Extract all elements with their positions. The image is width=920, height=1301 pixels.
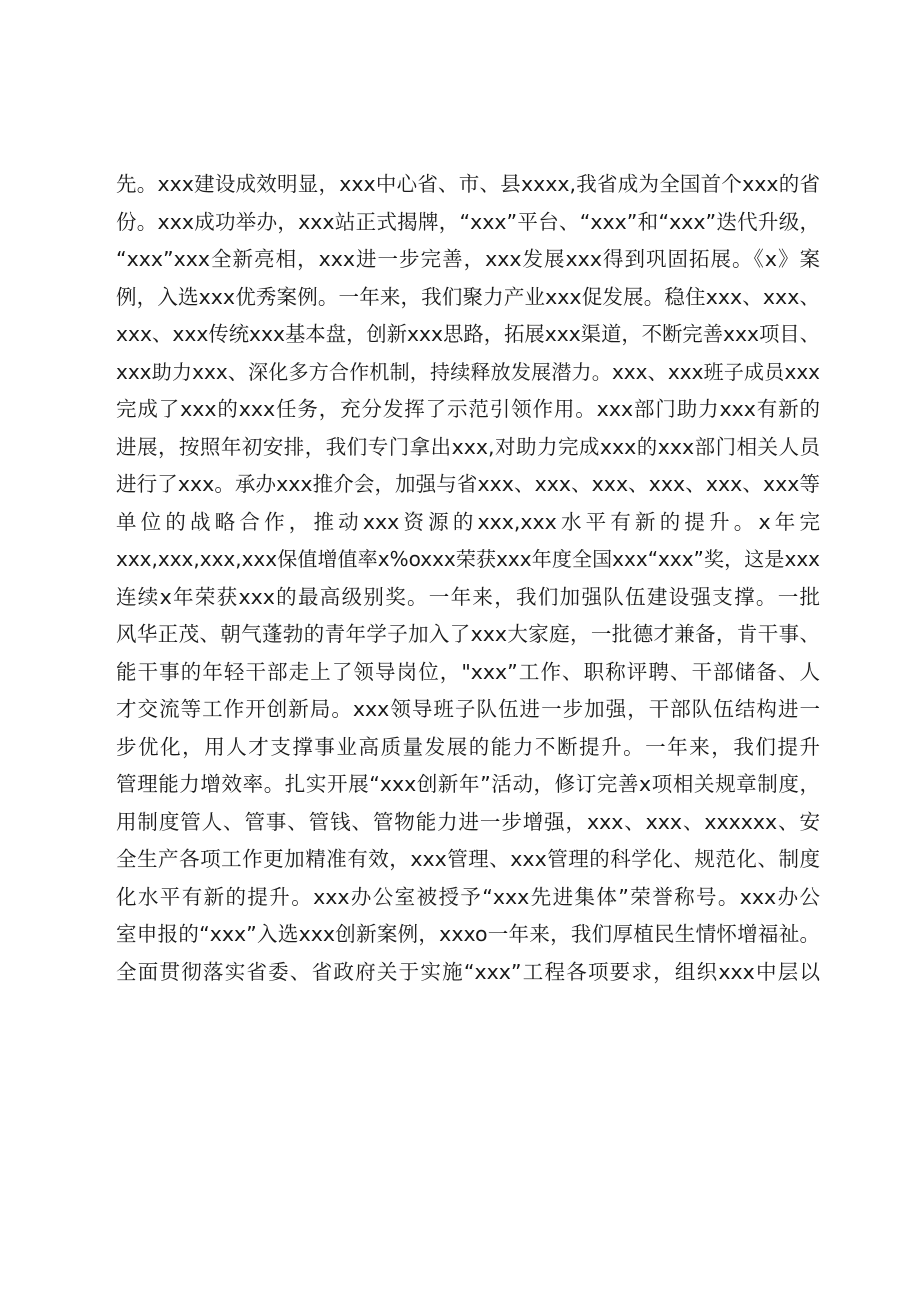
text-line: xxx助力xxx、深化多方合作机制，持续释放发展潜力。xxx、xxx班子成员xxx [116,359,820,384]
text-line: 才交流等工作开创新局。xxx领导班子队伍进一步加强，干部队伍结构进一 [116,697,820,721]
text-line: xxx,xxx,xxx,xxx保值增值率x%oxxx荣获xxx年度全国xxx“xxx”奖，这是xxx [116,547,820,571]
text-line: 进行了xxx。承办xxx推介会，加强与省xxx、xxx、xxx、xxx、xxx、xxx等 [116,472,820,496]
text-line: 化水平有新的提升。xxx办公室被授予“xxx先进集体”荣誉称号。xxx办公 [116,884,820,909]
text-line: 先。xxx建设成效明显，xxx中心省、市、县xxxx,我省成为全国首个xxx的省 [116,172,820,196]
text-line: 步优化，用人才支撑事业高质量发展的能力不断提升。一年来，我们提升 [116,734,820,759]
text-line: 进展，按照年初安排，我们专门拿出xxx,对助力完成xxx的xxx部门相关人员 [116,434,820,459]
text-line: “xxx”xxx全新亮相，xxx进一步完善，xxx发展xxx得到巩固拓展。《x》案 [116,247,820,271]
text-line: 管理能力增效率。扎实开展“xxx创新年”活动，修订完善x项相关规章制度， [116,772,820,796]
text-line: 连续x年荣获xxx的最高级别奖。一年来，我们加强队伍建设强支撑。一批 [116,584,820,609]
text-line: 完成了xxx的xxx任务，充分发挥了示范引领作用。xxx部门助力xxx有新的 [116,397,820,421]
text-line: 用制度管人、管事、管钱、管物能力进一步增强，xxx、xxx、xxxxxx、安 [116,809,820,834]
text-line: 风华正茂、朝气蓬勃的青年学子加入了xxx大家庭，一批德才兼备，肯干事、 [116,622,820,646]
text-line: 室申报的“xxx”入选xxx创新案例，xxxo一年来，我们厚植民生情怀增福祉。 [116,922,820,946]
body-paragraph [116,166,820,991]
text-line: 例，入选xxx优秀案例。一年来，我们聚力产业xxx促发展。稳住xxx、xxx、 [116,284,820,309]
text-line: 全面贯彻落实省委、省政府关于实施“xxx”工程各项要求，组织xxx中层以 [116,959,820,984]
text-line: 份。xxx成功举办，xxx站正式揭牌，“xxx”平台、“xxx”和“xxx”迭代升级， [116,209,820,234]
text-line: 能干事的年轻干部走上了领导岗位，"xxx”工作、职称评聘、干部储备、人 [116,659,820,684]
text-line: 单位的战略合作，推动xxx资源的xxx,xxx水平有新的提升。x年完 [116,509,820,534]
text-line: 全生产各项工作更加精准有效，xxx管理、xxx管理的科学化、规范化、制度 [116,847,820,871]
text-line: xxx、xxx传统xxx基本盘，创新xxx思路，拓展xxx渠道，不断完善xxx项目、 [116,322,820,346]
